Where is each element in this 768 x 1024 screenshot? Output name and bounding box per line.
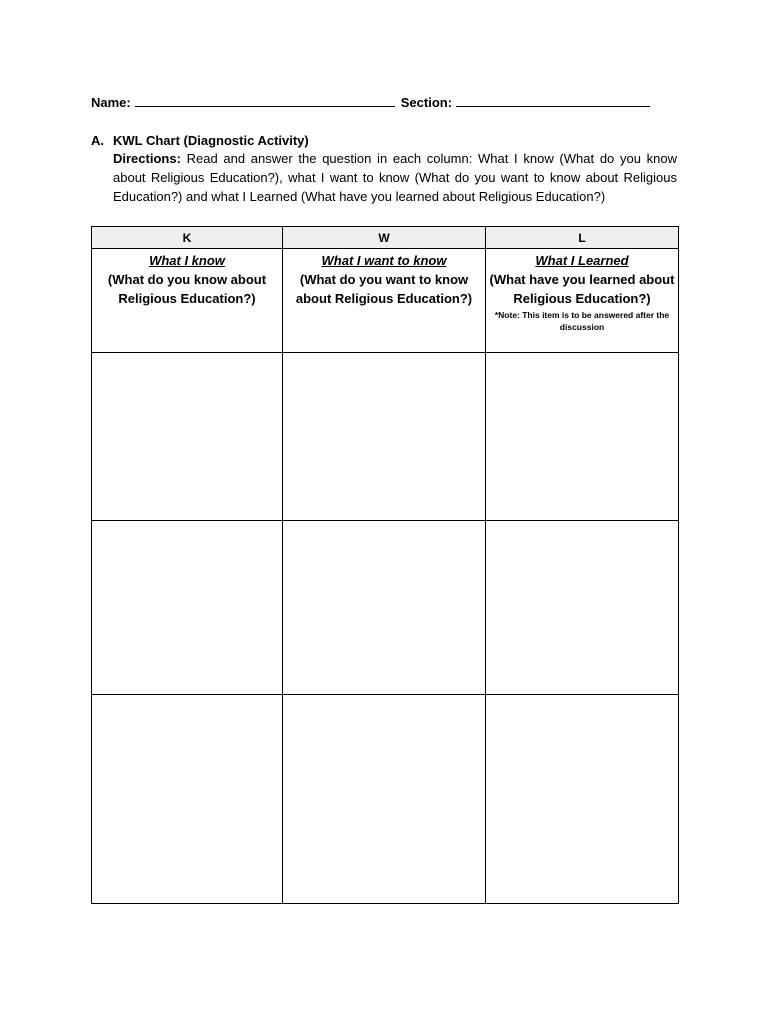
answer-cell-k-3[interactable] [92,695,283,904]
table-header-row [92,227,679,249]
prompt-cell-k [92,249,283,353]
column-header-l: L [486,227,679,249]
answer-row [92,521,679,695]
prompt-text-k: (What do you know about Religious Education?) [107,272,267,306]
directions-label: Directions: [113,151,181,166]
prompt-title-k: What I know [149,253,225,268]
prompt-row [92,249,679,353]
section-letter: A. [91,133,104,148]
prompt-title-l: What I Learned [535,253,629,268]
directions-paragraph [113,149,677,206]
answer-cell-w-3[interactable] [283,695,486,904]
answer-cell-w-1[interactable] [283,353,486,521]
answer-row [92,353,679,521]
name-blank-field[interactable] [135,94,395,107]
prompt-cell-w [283,249,486,353]
prompt-text-w: (What do you want to know about Religious Education?) [295,272,473,306]
prompt-note-l: *Note: This item is to be answered after the discussion [494,310,670,332]
name-section-line [91,94,681,110]
answer-cell-k-2[interactable] [92,521,283,695]
answer-cell-l-3[interactable] [486,695,679,904]
section-blank-field[interactable] [456,94,650,107]
section-a [91,133,677,206]
answer-cell-k-1[interactable] [92,353,283,521]
answer-cell-l-1[interactable] [486,353,679,521]
directions-text: Read and answer the question in each column: What I know (What do you know about Religious Education?), what I want to know (What do you want to know about Religious Education?) and what I Learned (What have you learned about Religious Education?) [113,151,677,204]
column-header-k: K [92,227,283,249]
section-a-heading [91,133,677,148]
section-label: Section: [400,95,453,110]
prompt-title-w: What I want to know [321,253,447,268]
prompt-cell-l [486,249,679,353]
section-title: KWL Chart (Diagnostic Activity) [113,133,309,148]
prompt-text-l: (What have you learned about Religious Education?) [489,272,675,306]
answer-cell-l-2[interactable] [486,521,679,695]
kwl-chart-table [91,226,679,904]
name-label: Name: [91,95,131,110]
answer-cell-w-2[interactable] [283,521,486,695]
answer-row [92,695,679,904]
column-header-w: W [283,227,486,249]
